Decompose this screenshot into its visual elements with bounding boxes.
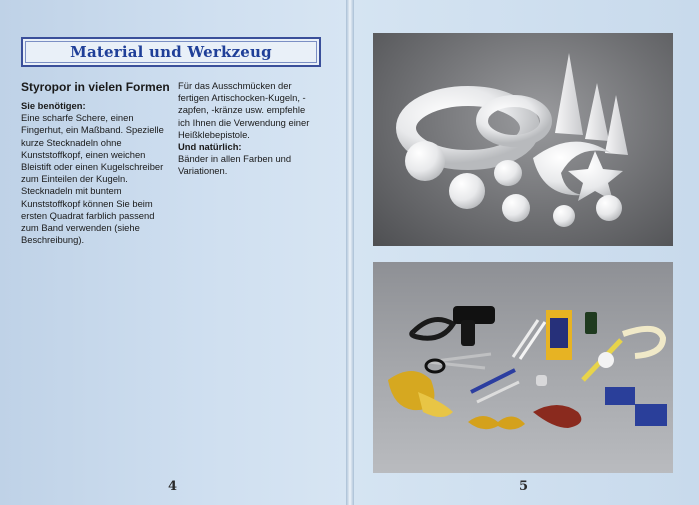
gold-ribbon-shape [418, 392, 453, 417]
right-column [178, 80, 318, 178]
page-number-left: 4 [168, 479, 178, 494]
gold-ribbon-shape [468, 416, 525, 430]
title-box [21, 37, 321, 67]
needs-label: Sie benötigen: [21, 100, 86, 111]
pin-box-label [550, 318, 568, 348]
cone-shape [585, 83, 609, 141]
section-heading: Styropor in vielen Formen [21, 80, 170, 94]
cable-shape [412, 320, 453, 339]
pins-text: Stecknadeln mit buntem Kunststoffkopf können Sie beim ersten Quadrat farblich passend zum Band verwenden (siehe Beschreibung). [21, 185, 155, 246]
styrofoam-shapes-photo [373, 33, 673, 246]
also-label: Und natürlich: [178, 141, 242, 153]
cone-shape [555, 53, 583, 135]
page-title: Material und Werkzeug [70, 43, 272, 61]
thimble-shape [536, 375, 547, 386]
cone-shape [605, 95, 628, 155]
tape-reel-shape [598, 352, 614, 368]
ball-shape [449, 173, 485, 209]
ball-shape [502, 194, 530, 222]
pin-tray-shape [635, 404, 667, 426]
ball-shape [553, 205, 575, 227]
bell-shape [494, 160, 522, 186]
decor-text: Für das Ausschmücken der fertigen Artischocken-Kugeln, -zapfen, -kränze usw. empfehle ich Ihnen die Verwendung einer Heißklebepistole. [178, 80, 310, 140]
thread-spool-shape [585, 312, 597, 334]
also-text: Bänder in allen Farben und Variationen. [178, 153, 292, 177]
measuring-tape-shape [623, 329, 663, 356]
needs-text: Eine scharfe Schere, einen Fingerhut, ein Maßband. Spezielle kurze Stecknadeln ohne Kunststoffkopf, einen weichen Bleistift oder einen Kugelschreiber zum Einteilen der Kugeln. [21, 112, 164, 185]
book-gutter [346, 0, 354, 505]
pin-tray-shape [605, 387, 635, 405]
page-number-right: 5 [519, 479, 529, 494]
ball-shape [596, 195, 622, 221]
tools-photo [373, 262, 673, 473]
glue-gun-handle [461, 320, 475, 346]
ball-shape [405, 141, 445, 181]
left-column [21, 80, 171, 246]
left-page [0, 0, 346, 505]
red-ribbon-shape [533, 405, 581, 428]
